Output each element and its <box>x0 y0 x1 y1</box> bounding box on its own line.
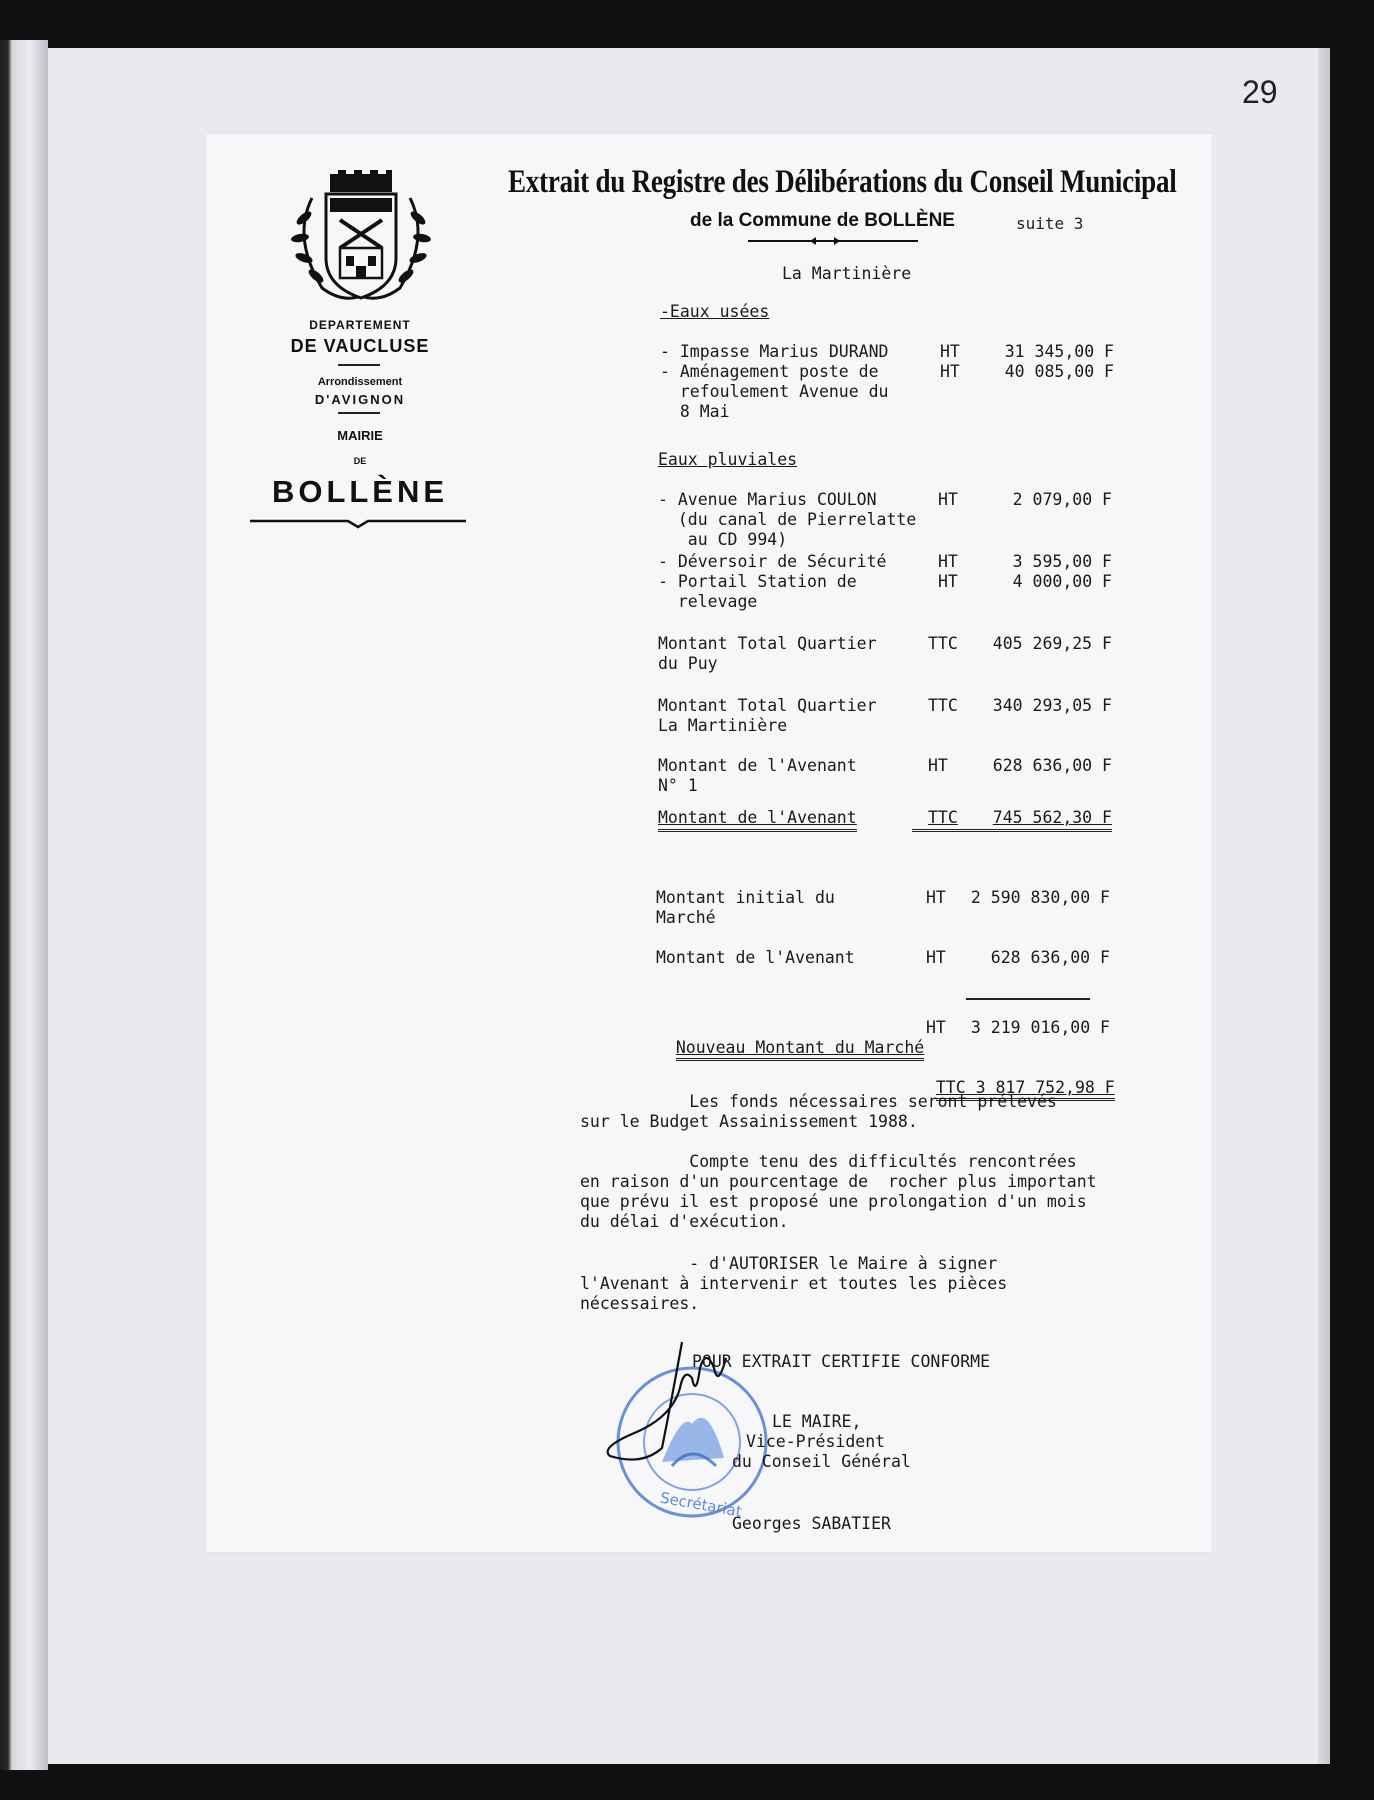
subtitle-underline <box>748 236 918 246</box>
item-label: Montant Total Quartier <box>658 634 877 653</box>
paragraph-line: Les fonds nécessaires seront prélevés <box>580 1092 1057 1111</box>
nouveau-label: Nouveau Montant du Marché <box>676 1038 924 1061</box>
item-label: Montant Total Quartier <box>658 696 877 715</box>
item-label: Montant de l'Avenant <box>656 948 855 967</box>
paragraph-line: - d'AUTORISER le Maire à signer <box>580 1254 998 1273</box>
de-label: DE <box>353 456 367 466</box>
item-label: relevage <box>658 592 758 611</box>
item-tax-type: TTC <box>928 696 958 715</box>
item-amount: 31 345,00 F <box>1004 342 1114 361</box>
item-label: N° 1 <box>658 776 698 795</box>
item-label: 8 Mai <box>660 402 730 421</box>
departement-label: DEPARTEMENT <box>309 318 411 332</box>
item-tax-type: HT <box>938 490 958 509</box>
paragraph-line: l'Avenant à intervenir et toutes les pièces <box>580 1274 1008 1293</box>
item-label: refoulement Avenue du <box>660 382 889 401</box>
svg-text:Secrétariat: Secrétariat <box>658 1488 744 1521</box>
paragraph-line: sur le Budget Assainissement 1988. <box>580 1112 918 1131</box>
item-amount: 405 269,25 F <box>992 634 1112 653</box>
item-label: au CD 994) <box>658 530 788 549</box>
certification-text: POUR EXTRAIT CERTIFIE CONFORME <box>692 1352 991 1371</box>
item-amount: 628 636,00 F <box>990 948 1110 967</box>
book-binding <box>0 40 48 1770</box>
item-tax-type: HT <box>938 552 958 571</box>
item-tax-type: HT <box>928 756 948 775</box>
signatory-line-3: du Conseil Général <box>732 1452 911 1471</box>
item-label: Marché <box>656 908 716 927</box>
item-amount: 3 595,00 F <box>1012 552 1112 571</box>
nouveau-ht-tax: HT <box>926 1018 946 1037</box>
item-tax-type: TTC <box>928 808 958 832</box>
paragraph-line: Compte tenu des difficultés rencontrées <box>580 1152 1077 1171</box>
page-edge <box>1318 48 1330 1764</box>
document-title: Extrait du Registre des Délibérations du Conseil Municipal <box>508 164 1177 200</box>
town-name: BOLLÈNE <box>271 474 449 509</box>
item-label: - Impasse Marius DURAND <box>660 342 889 361</box>
arrondissement-name: D'AVIGNON <box>314 392 406 407</box>
item-tax-type: HT <box>940 362 960 381</box>
nouveau-ht-amount: 3 219 016,00 F <box>970 1018 1110 1037</box>
item-label: - Portail Station de <box>658 572 857 591</box>
mairie-label: MAIRIE <box>337 428 383 443</box>
arrondissement-label: Arrondissement <box>317 376 403 388</box>
item-amount: 4 000,00 F <box>1012 572 1112 591</box>
item-label: Montant initial du <box>656 888 835 907</box>
paragraph-line: du délai d'exécution. <box>580 1212 789 1231</box>
quartier-heading: La Martinière <box>782 264 912 283</box>
item-label: - Avenue Marius COULON <box>658 490 877 509</box>
signatory-line-2: Vice-Président <box>746 1432 886 1451</box>
item-tax-type: TTC <box>928 634 958 653</box>
item-amount: 340 293,05 F <box>992 696 1112 715</box>
item-tax-type: HT <box>926 888 946 907</box>
item-label: - Aménagement poste de <box>660 362 879 381</box>
item-label: du Puy <box>658 654 718 673</box>
suite-label: suite 3 <box>1016 214 1084 233</box>
item-label: (du canal de Pierrelatte <box>658 510 917 529</box>
signatory-line-1: LE MAIRE, <box>772 1412 862 1431</box>
signer-name: Georges SABATIER <box>732 1514 891 1533</box>
nouveau-label-row <box>656 1018 924 1058</box>
item-amount: 745 562,30 F <box>912 808 1112 832</box>
eaux-usees-heading: -Eaux usées <box>660 302 770 321</box>
nouveau-ttc-value: TTC 3 817 752,98 F <box>936 1078 1115 1101</box>
item-tax-type: HT <box>940 342 960 361</box>
departement-name: DE VAUCLUSE <box>290 336 430 356</box>
item-label: La Martinière <box>658 716 788 735</box>
divider <box>338 412 380 414</box>
page-number: 29 <box>1242 74 1278 110</box>
item-amount: 628 636,00 F <box>992 756 1112 775</box>
paragraph-line: nécessaires. <box>580 1294 700 1313</box>
paragraph-line: que prévu il est proposé une prolongation d'un mois <box>580 1192 1087 1211</box>
item-label: Montant de l'Avenant <box>658 808 857 832</box>
item-label: - Déversoir de Sécurité <box>658 552 887 571</box>
coat-of-arms-logo <box>282 168 440 310</box>
item-amount: 2 590 830,00 F <box>970 888 1110 907</box>
item-amount: 40 085,00 F <box>1004 362 1114 381</box>
item-tax-type: HT <box>938 572 958 591</box>
paragraph-line: en raison d'un pourcentage de rocher plus important <box>580 1172 1097 1191</box>
eaux-pluviales-heading: Eaux pluviales <box>658 450 798 469</box>
item-label: Montant de l'Avenant <box>658 756 857 775</box>
town-underline <box>250 516 466 530</box>
document-subtitle: de la Commune de BOLLÈNE <box>690 210 955 231</box>
sum-line <box>966 998 1090 1000</box>
divider <box>338 364 380 366</box>
item-tax-type: HT <box>926 948 946 967</box>
item-amount: 2 079,00 F <box>1012 490 1112 509</box>
